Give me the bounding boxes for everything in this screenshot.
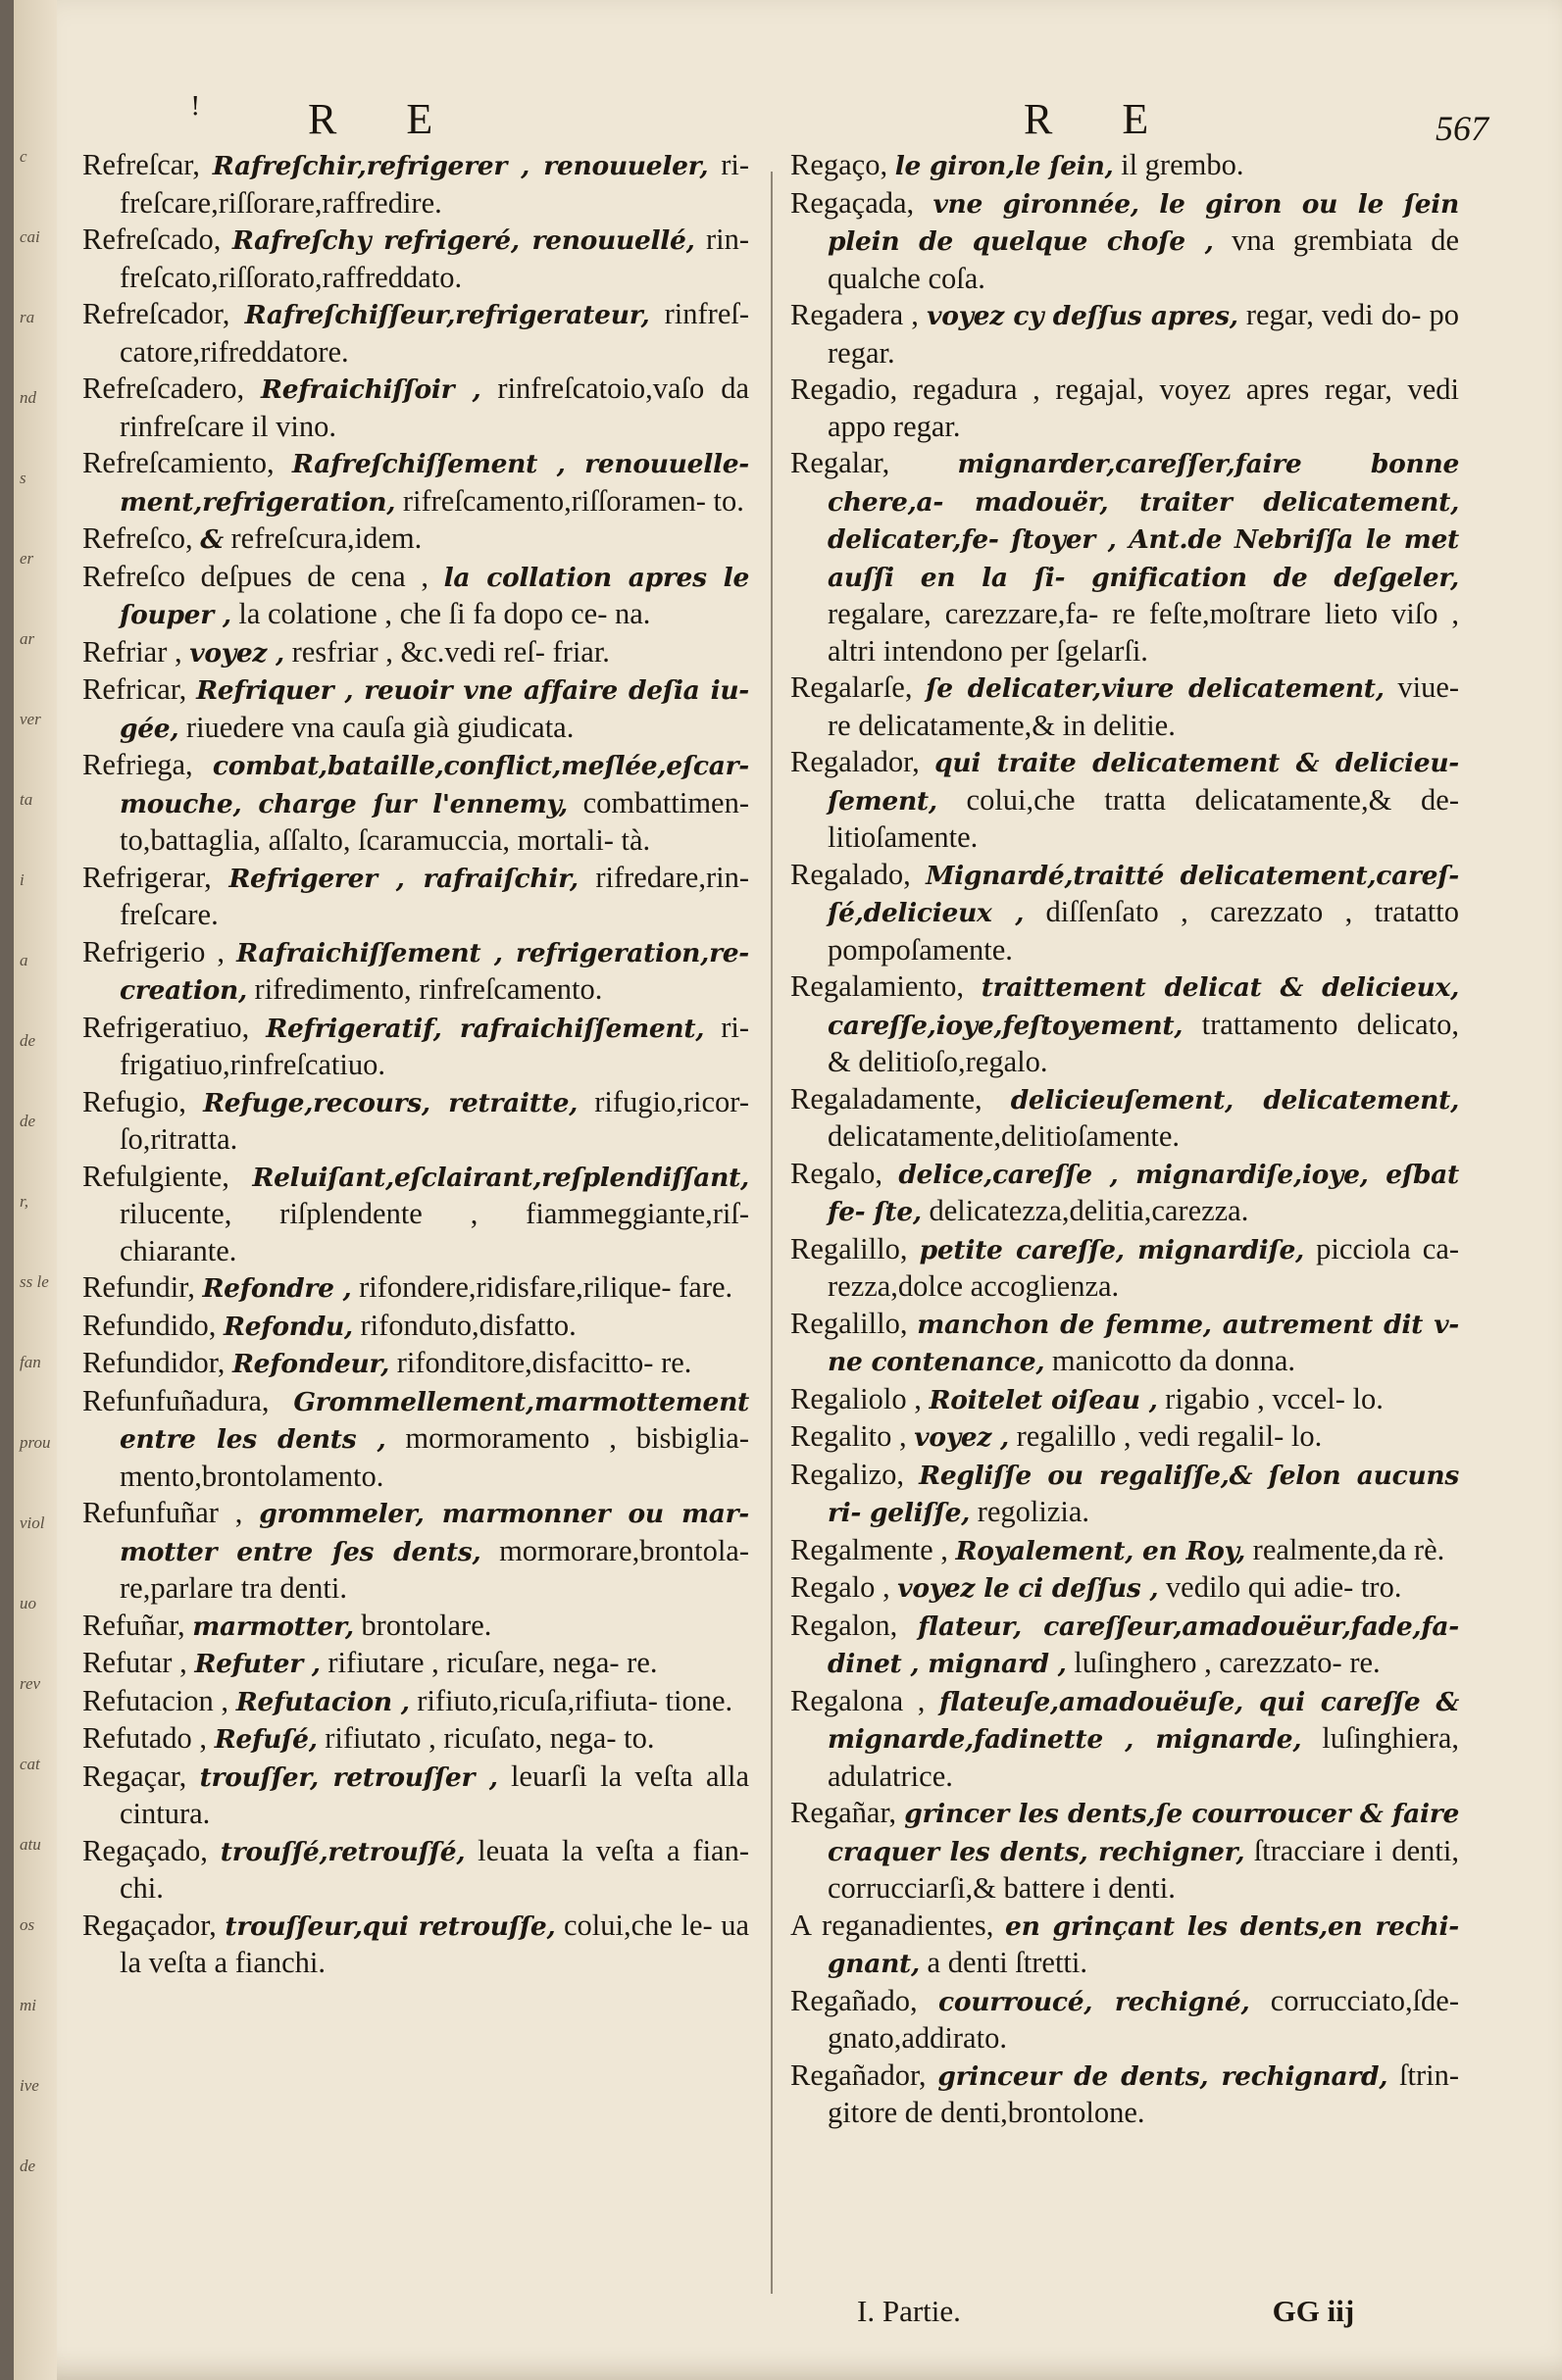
- italian-gloss: mormoramento , bisbiglia- mento,brontolamento.: [120, 1421, 749, 1493]
- headword: Regaladamente,: [790, 1081, 983, 1116]
- french-gloss: grommeler, marmonner ou mar- motter entre ſes dents,: [120, 1499, 750, 1567]
- dictionary-entry: [790, 445, 1459, 669]
- french-gloss: le giron,le ſein,: [894, 151, 1114, 181]
- dictionary-entry: [82, 222, 749, 296]
- french-gloss: voyez ,: [914, 1422, 1009, 1453]
- dictionary-entry: [82, 1495, 749, 1608]
- italian-gloss: colui,che tratta delicatamente,& de- litioſamente.: [828, 782, 1459, 854]
- french-gloss: ſe delicater,viure delicatement,: [926, 673, 1385, 704]
- dictionary-entry: [82, 445, 749, 521]
- dictionary-entry: [82, 1608, 749, 1646]
- headword: Refreſcadero,: [82, 372, 245, 405]
- french-gloss: Refondre ,: [202, 1273, 352, 1304]
- italian-gloss: delicatezza,delitia,carezza.: [929, 1194, 1249, 1227]
- margin-fragment: s: [20, 469, 26, 487]
- dictionary-entry: [790, 1381, 1459, 1419]
- dictionary-entry: [790, 1457, 1459, 1532]
- french-gloss: trouſſé,retrouſſé,: [220, 1836, 466, 1867]
- french-gloss: trouſſeur,qui retrouſſe,: [225, 1910, 556, 1942]
- left-column: [82, 147, 749, 1982]
- italian-gloss: rifiutato , ricuſato, nega- to.: [325, 1721, 655, 1755]
- headword: Regañador,: [790, 2058, 927, 2092]
- french-gloss: Regliſſe ou regaliſſe,& ſelon aucuns ri- geliſſe,: [828, 1460, 1459, 1528]
- headword: Regaçador,: [82, 1908, 217, 1942]
- italian-gloss: leuata la veſta a fian- chi.: [120, 1833, 749, 1905]
- french-gloss: Rafreſchiſſement , renouuelle- ment,refrigeration,: [120, 449, 749, 518]
- italian-gloss: vna grembiata de qualche coſa.: [828, 223, 1460, 295]
- headword: Refreſco,: [82, 521, 193, 555]
- dictionary-entry: [790, 669, 1459, 744]
- headword: Regalador,: [790, 745, 920, 778]
- headword: Regaço,: [790, 148, 888, 181]
- italian-gloss: viue- re delicatamente,& in delitie.: [828, 670, 1460, 742]
- french-gloss: en grinçant les dents,en rechi- gnant,: [828, 1910, 1459, 1979]
- french-gloss: Refuter ,: [194, 1649, 321, 1679]
- dictionary-entry: [82, 296, 749, 371]
- italian-gloss: rilucente, riſplendente , fiammeggiante,riſ- chiarante.: [120, 1197, 749, 1267]
- margin-fragment: nd: [20, 388, 36, 407]
- margin-fragment: i: [20, 870, 25, 889]
- italian-gloss: regalillo , vedi regalil- lo.: [1016, 1419, 1323, 1453]
- headword: Regañar,: [790, 1796, 897, 1829]
- headword: Refutar ,: [82, 1646, 187, 1679]
- page-number: 567: [1436, 109, 1488, 148]
- dictionary-entry: [82, 1759, 749, 1833]
- italian-gloss: vedilo qui adie- tro.: [1165, 1570, 1402, 1604]
- headword: Refuñar,: [82, 1608, 185, 1642]
- right-running-head: R E: [1024, 95, 1179, 143]
- dictionary-entry: [82, 1308, 749, 1346]
- french-gloss: Refondu,: [224, 1311, 353, 1342]
- margin-fragment: ss le: [20, 1272, 49, 1291]
- dictionary-entry: [790, 1608, 1459, 1683]
- dictionary-entry: [82, 860, 749, 934]
- french-gloss: Rafreſchiſſeur,refrigerateur,: [244, 300, 650, 330]
- italian-gloss: rifonditore,disfacitto- re.: [396, 1346, 692, 1379]
- dictionary-entry: [82, 559, 749, 634]
- headword: Refreſcamiento,: [82, 446, 275, 479]
- margin-fragment: c: [20, 147, 27, 166]
- signature-mark: GG iij: [1272, 2294, 1355, 2328]
- italian-gloss: rifredare,rin- freſcare.: [120, 860, 749, 931]
- italian-gloss: realmente,da rè.: [1252, 1532, 1445, 1566]
- margin-fragment: ra: [20, 308, 35, 326]
- french-gloss: trouſſer, retrouſſer ,: [199, 1761, 498, 1793]
- italian-gloss: a denti ſtretti.: [927, 1946, 1087, 1979]
- italian-gloss: rifondere,ridisfare,rilique- fare.: [359, 1270, 733, 1304]
- italian-gloss: colui,che le- ua la veſta a fianchi.: [120, 1908, 750, 1979]
- margin-fragment: de: [20, 1031, 36, 1050]
- italian-gloss: ri- frigatiuo,rinfreſcatiuo.: [120, 1010, 750, 1081]
- dictionary-entry: [790, 297, 1459, 372]
- headword: Regalamiento,: [790, 969, 965, 1003]
- french-gloss: Grommellement,marmottement entre les dents ,: [120, 1386, 749, 1455]
- italian-gloss: luſinghero , carezzato- re.: [1074, 1646, 1381, 1679]
- margin-fragment: ar: [20, 629, 35, 648]
- headword: Refutado ,: [82, 1721, 208, 1755]
- french-gloss: voyez cy deſſus apres,: [927, 301, 1238, 331]
- french-gloss: qui traite delicatement & delicieu- ſement,: [828, 748, 1460, 817]
- french-gloss: flateuſe,amadouëuſe, qui careſſe & mignarde,fadinette , mignarde,: [828, 1686, 1459, 1755]
- margin-fragment: os: [20, 1915, 35, 1934]
- dictionary-entry: [790, 1532, 1459, 1570]
- headword: Refreſco deſpues de cena ,: [82, 559, 428, 593]
- dictionary-entry: [790, 1683, 1459, 1796]
- french-gloss: combat,bataille,conflict,meſlée,eſcar- mouche, charge ſur l'ennemy,: [120, 751, 749, 819]
- dictionary-entry: [82, 1908, 749, 1982]
- headword: Refundidor,: [82, 1346, 226, 1379]
- italian-gloss: rinfreſcatoio,vaſo da rinfreſcare il vino.: [120, 372, 749, 443]
- dictionary-entry: [790, 857, 1459, 969]
- dictionary-entry: [790, 185, 1459, 298]
- headword: Regaçado,: [82, 1833, 208, 1867]
- french-gloss: delice,careſſe , mignardiſe,ioye, eſbat fe- ſte,: [828, 1159, 1459, 1227]
- headword: Refunfuñadura,: [82, 1383, 270, 1417]
- italian-gloss: rifonduto,disfatto.: [360, 1308, 577, 1342]
- margin-fragment: uo: [20, 1594, 36, 1612]
- french-gloss: Refuſé,: [214, 1724, 318, 1755]
- italian-gloss: ſtrin- gitore de denti,brontolone.: [828, 2058, 1459, 2129]
- dictionary-entry: [790, 1418, 1459, 1457]
- headword: Regadio,: [790, 372, 898, 406]
- french-gloss: la collation apres le ſouper ,: [120, 562, 750, 630]
- headword: Regalmente ,: [790, 1532, 948, 1566]
- french-gloss: Refraichiſſoir ,: [261, 374, 481, 405]
- headword: Refulgiente,: [82, 1159, 229, 1193]
- headword: Refriega,: [82, 748, 193, 781]
- headword: Refundir,: [82, 1270, 195, 1304]
- french-gloss: flateur, careſſeur,amadouëur,fade,fa- dinet , mignard ,: [828, 1611, 1460, 1679]
- headword: Refrigerar,: [82, 860, 212, 894]
- dictionary-entry: [790, 744, 1459, 857]
- italian-gloss: regalare, carezzare,fa- re feſte,moſtrare lieto viſo , altri intendono per ſgelarſi.: [828, 597, 1459, 668]
- headword: Regadera ,: [790, 298, 919, 331]
- french-gloss: delicieuſement, delicatement,: [1010, 1084, 1459, 1116]
- italian-gloss: rifreſcamento,riſſoramen- to.: [402, 483, 744, 518]
- french-gloss: Roitelet oiſeau ,: [929, 1384, 1158, 1415]
- dictionary-entry: [82, 1383, 749, 1496]
- margin-fragment: a: [20, 951, 28, 969]
- italian-gloss: ſtracciare i denti, corrucciarſi,& battere i denti.: [828, 1833, 1459, 1905]
- italian-gloss: brontolare.: [361, 1608, 492, 1642]
- dictionary-entry: [790, 1231, 1459, 1306]
- french-gloss: Refrigerer , rafraiſchir,: [228, 863, 579, 894]
- italian-gloss: rifiuto,ricuſa,rifiuta- tione.: [417, 1683, 733, 1717]
- right-column: [790, 147, 1459, 2132]
- italian-gloss: regar, vedi do- po regar.: [828, 298, 1460, 370]
- headword: Regalillo,: [790, 1306, 908, 1340]
- dictionary-entry: [82, 1084, 749, 1159]
- dictionary-entry: [790, 1908, 1459, 1983]
- page-footer: [857, 2294, 1465, 2329]
- dictionary-entry: [790, 968, 1459, 1081]
- margin-fragment: er: [20, 549, 34, 568]
- headword: Regalar,: [790, 446, 890, 479]
- headword: Regaliolo ,: [790, 1381, 922, 1415]
- margin-fragment: ver: [20, 710, 41, 728]
- italian-gloss: rigabio , vccel- lo.: [1165, 1381, 1384, 1415]
- italian-gloss: regolizia.: [977, 1495, 1090, 1528]
- french-gloss: Rafreſchir,refrigerer , renouueler,: [212, 151, 709, 181]
- french-gloss: voyez le ci deſſus ,: [897, 1573, 1159, 1604]
- french-gloss: marmotter,: [192, 1611, 354, 1642]
- italian-gloss: luſinghiera, adulatrice.: [828, 1721, 1459, 1793]
- headword: Regaçar,: [82, 1759, 187, 1793]
- french-gloss: Refuge,recours, retraitte,: [203, 1087, 579, 1118]
- headword: Regalo,: [790, 1156, 883, 1190]
- italian-gloss: rifredimento, rinfreſcamento.: [254, 972, 603, 1006]
- french-gloss: Reluiſant,eſclairant,reſplendiſſant,: [252, 1162, 749, 1193]
- headword: Refreſcador,: [82, 297, 230, 330]
- headword: Refreſcar,: [82, 148, 200, 181]
- italian-gloss: diſſenſato , carezzato , tratatto pompoſamente.: [828, 895, 1460, 967]
- french-gloss: mignarder,careſſer,faire bonne chere,a- madouër, traiter delicatement, delicater,fe- ſtoyer , Ant.de Nebriſſa le met auſſi en la ſi- gnification de deſgeler,: [828, 449, 1460, 593]
- headword: Regalito ,: [790, 1419, 907, 1453]
- margin-fragment: prou: [20, 1433, 51, 1452]
- italian-gloss: picciola ca- rezza,dolce accoglienza.: [828, 1231, 1460, 1303]
- dictionary-entry: [82, 1010, 749, 1084]
- italian-gloss: corrucciato,ſde- gnato,addirato.: [828, 1983, 1460, 2055]
- margin-fragment: cat: [20, 1755, 40, 1773]
- dictionary-entry: [82, 934, 749, 1010]
- margin-fragment: r,: [20, 1192, 28, 1211]
- margin-fragment: atu: [20, 1835, 41, 1854]
- french-gloss: voyez ,: [189, 637, 284, 669]
- french-gloss: Mignardé,traitté delicatement,careſ- ſé,delicieux ,: [828, 860, 1459, 928]
- italian-gloss: delicatamente,delitioſamente.: [828, 1119, 1181, 1153]
- dictionary-entry: [82, 521, 749, 559]
- french-gloss: petite careſſe, mignardiſe,: [919, 1234, 1304, 1265]
- left-running-head: R E: [308, 95, 463, 143]
- dictionary-entry: [82, 671, 749, 747]
- french-gloss: Rafraichiſſement , refrigeration,re- creation,: [120, 937, 749, 1006]
- dictionary-entry: [790, 2058, 1459, 2132]
- dictionary-entry: [790, 147, 1459, 185]
- french-gloss: Refondeur,: [231, 1349, 390, 1379]
- dictionary-entry: [82, 1269, 749, 1308]
- dictionary-entry: [790, 1569, 1459, 1608]
- italian-gloss: riuedere vna cauſa già giudicata.: [185, 710, 575, 744]
- headword: A reganadientes,: [790, 1908, 994, 1942]
- headword: Refutacion ,: [82, 1683, 229, 1717]
- dictionary-entry: [790, 372, 1459, 445]
- headword: Regalarſe,: [790, 670, 913, 704]
- italian-gloss: combattimen- to,battaglia, aſſalto, ſcaramuccia, mortali- tà.: [120, 785, 749, 857]
- dictionary-entry: [82, 1345, 749, 1383]
- headword: Regalillo,: [790, 1231, 908, 1265]
- headword: Regalo ,: [790, 1570, 890, 1604]
- margin-fragment: cai: [20, 227, 40, 246]
- italian-gloss: resfriar , &c.vedi reſ- friar.: [291, 634, 610, 669]
- italian-gloss: trattamento delicato, & delitioſo,regalo.: [828, 1007, 1460, 1078]
- italian-gloss: ri- freſcare,riſſorare,raffredire.: [120, 148, 749, 220]
- dictionary-entry: [82, 1833, 749, 1908]
- dictionary-entry: [790, 1983, 1459, 2058]
- headword: Refugio,: [82, 1084, 186, 1118]
- headword: Regalado,: [790, 857, 911, 891]
- headword: Refrigeratiuo,: [82, 1010, 250, 1044]
- dictionary-entry: [82, 747, 749, 860]
- dictionary-entry: [82, 1683, 749, 1721]
- headword: Regañado,: [790, 1983, 918, 2017]
- french-gloss: Refrigeratif, rafraichiſſement,: [266, 1013, 705, 1044]
- french-gloss: Royalement, en Roy,: [955, 1535, 1246, 1566]
- headword: Regalona ,: [790, 1683, 926, 1717]
- headword: Refrigerio ,: [82, 934, 226, 968]
- dictionary-entry: [82, 147, 749, 222]
- dictionary-entry: [790, 1081, 1459, 1156]
- dictionary-entry: [82, 1645, 749, 1683]
- dictionary-entry: [82, 371, 749, 445]
- dictionary-entry: [82, 1159, 749, 1270]
- column-rule: [771, 172, 773, 2294]
- italian-gloss: il grembo.: [1121, 148, 1244, 181]
- headword: Refreſcado,: [82, 223, 222, 256]
- dictionary-entry: [790, 1795, 1459, 1908]
- headword: Refunfuñar ,: [82, 1496, 243, 1529]
- margin-fragment: de: [20, 1112, 36, 1130]
- italian-gloss: mormorare,brontola- re,parlare tra denti.: [120, 1533, 749, 1605]
- french-gloss: manchon de femme, autrement dit v- ne contenance,: [828, 1309, 1459, 1377]
- book-page: [14, 0, 1562, 2380]
- headword: Refundido,: [82, 1308, 217, 1342]
- binding-gutter: [14, 0, 57, 2380]
- dictionary-entry: [82, 1720, 749, 1759]
- french-gloss: Refriquer , reuoir vne affaire deſia iu- gée,: [120, 675, 750, 744]
- french-gloss: traittement delicat & delicieux, careſſe,ioye,feſtoyement,: [828, 972, 1460, 1041]
- margin-fragment: fan: [20, 1353, 41, 1371]
- left-margin-mark: !: [190, 92, 201, 122]
- headword: Regalon,: [790, 1608, 898, 1642]
- italian-gloss: rifiutare , ricuſare, nega- re.: [328, 1646, 658, 1679]
- italian-gloss: leuarſi la veſta alla cintura.: [120, 1759, 750, 1830]
- italian-gloss: rifugio,ricor- ſo,ritratta.: [120, 1084, 750, 1156]
- french-gloss: Rafreſchy refrigeré, renouuellé,: [231, 225, 695, 256]
- margin-fragment: rev: [20, 1674, 41, 1693]
- italian-gloss: rinfreſ- catore,rifreddatore.: [120, 297, 749, 369]
- margin-fragment: viol: [20, 1513, 45, 1532]
- french-gloss: Refutacion ,: [235, 1686, 410, 1717]
- headword: Regalizo,: [790, 1457, 905, 1491]
- italian-gloss: manicotto da donna.: [1051, 1344, 1296, 1377]
- french-gloss: vne gironnée, le giron ou le ſein plein de quelque choſe ,: [828, 188, 1460, 257]
- dictionary-entry: [790, 1306, 1459, 1381]
- margin-fragment: de: [20, 2157, 36, 2175]
- italian-gloss: regadura , regajal, voyez apres regar, vedi appo regar.: [828, 372, 1460, 443]
- margin-fragment: ta: [20, 790, 33, 809]
- dictionary-entry: [790, 1156, 1459, 1231]
- headword: Refriar ,: [82, 634, 182, 669]
- headword: Regaçada,: [790, 185, 915, 220]
- french-gloss: &: [200, 524, 224, 555]
- french-gloss: grinceur de dents, rechignard,: [937, 2060, 1388, 2092]
- dictionary-entry: [82, 634, 749, 672]
- french-gloss: grincer les dents,ſe courroucer & faire craquer les dents, rechigner,: [828, 1799, 1459, 1867]
- italian-gloss: la colatione , che ſi fa dopo ce- na.: [238, 597, 651, 630]
- margin-fragment: ive: [20, 2076, 39, 2095]
- headword: Refricar,: [82, 672, 187, 706]
- margin-fragment: mi: [20, 1996, 36, 2014]
- italian-gloss: refreſcura,idem.: [230, 521, 423, 555]
- italian-gloss: rin- freſcato,riſſorato,raffreddato.: [120, 223, 750, 294]
- french-gloss: courroucé, rechigné,: [938, 1986, 1250, 2017]
- part-label: I. Partie.: [857, 2294, 961, 2328]
